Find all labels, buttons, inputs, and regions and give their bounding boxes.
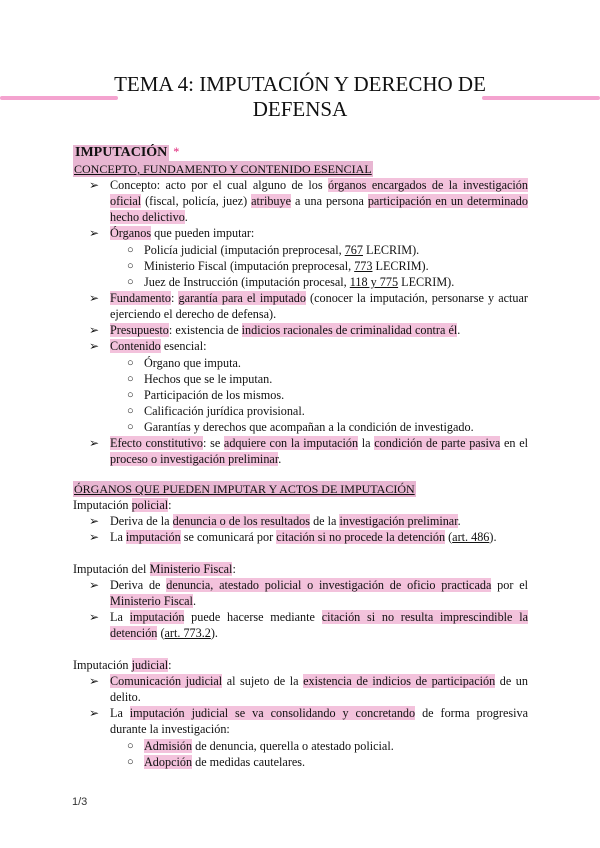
list-item-efecto: ➢ Efecto constitutivo: se adquiere con la imputación la condición de parte pasiva en el proceso o investigación preliminar.	[73, 435, 528, 467]
list-item: ○ Admisión de denuncia, querella o atestado policial.	[110, 738, 528, 754]
organos-sublist	[110, 242, 528, 290]
list-item: ○ Ministerio Fiscal (imputación preprocesal, 773 LECRIM).	[110, 258, 528, 274]
list-item: ○ Participación de los mismos.	[110, 387, 528, 403]
intro-judicial: Imputación judicial:	[73, 658, 172, 672]
section-imputacion-heading	[73, 144, 528, 161]
list-item: ○ Órgano que imputa.	[110, 355, 528, 371]
contenido-sublist	[110, 355, 528, 435]
list-item: ➢ La imputación puede hacerse mediante citación si no resulta imprescindible la detención (art. 773.2).	[73, 609, 528, 641]
list-item: ➢ La imputación judicial se va consolidando y concretando de forma progresiva durante la investigación: ○ Admisión de denuncia, querella o atestado policial. ○ Adopción de medidas cautelares.	[73, 705, 528, 770]
list-item: ➢ Comunicación judicial al sujeto de la existencia de indicios de participación de un delito.	[73, 673, 528, 705]
intro-policial: Imputación policial:	[73, 498, 172, 512]
list-item: ➢ Deriva de la denuncia o de los resultados de la investigación preliminar.	[73, 513, 528, 529]
page-number: 1/3	[72, 796, 88, 808]
list-item: ○ Hechos que se le imputan.	[110, 371, 528, 387]
list-item: ○ Juez de Instrucción (imputación procesal, 118 y 775 LECRIM).	[110, 274, 528, 290]
list-item: ➢ Deriva de denuncia, atestado policial o investigación de oficio practicada por el Ministerio Fiscal.	[73, 577, 528, 609]
subheading-organos-imputar: ÓRGANOS QUE PUEDEN IMPUTAR Y ACTOS DE IMPUTACIÓN	[74, 482, 415, 496]
list-item: ○ Policía judicial (imputación preprocesal, 767 LECRIM).	[110, 242, 528, 258]
subheading-concepto: CONCEPTO, FUNDAMENTO Y CONTENIDO ESENCIAL	[74, 162, 372, 176]
policial-list	[73, 513, 528, 545]
section-heading: IMPUTACIÓN	[75, 145, 168, 160]
star-marker: *	[173, 145, 180, 159]
title-line-2: DEFENSA	[252, 97, 348, 121]
list-item-concepto: ➢ Concepto: acto por el cual alguno de los órganos encargados de la investigación oficial (fiscal, policía, juez) atribuye a una persona participación en un determinado hecho delictivo.	[73, 177, 528, 225]
title-line-1: TEMA 4: IMPUTACIÓN Y DERECHO DE	[114, 72, 486, 96]
list-item-presupuesto: ➢ Presupuesto: existencia de indicios racionales de criminalidad contra él.	[73, 322, 528, 338]
list-item-organos: ➢ Órganos que pueden imputar: ○ Policía judicial (imputación preprocesal, 767 LECRIM). ○ Ministerio Fiscal (imputación preprocesal, 773 LECRIM). ○ Juez de Instrucción (imputación procesal, 118 y 775 LECRIM).	[73, 225, 528, 290]
document-title	[0, 72, 600, 122]
list-item: ○ Adopción de medidas cautelares.	[110, 754, 528, 770]
list-item: ○ Garantías y derechos que acompañan a la condición de investigado.	[110, 419, 528, 435]
document-body	[73, 144, 528, 770]
list-item-fundamento: ➢ Fundamento: garantía para el imputado (conocer la imputación, personarse y actuar ejerciendo el derecho de defensa).	[73, 290, 528, 322]
intro-fiscal: Imputación del Ministerio Fiscal:	[73, 562, 236, 576]
list-item-contenido: ➢ Contenido esencial: ○ Órgano que imputa. ○ Hechos que se le imputan. ○ Participación de los mismos. ○ Calificación jurídica provisional. ○ Garantías y derechos que acompañan a la condición de investigado.	[73, 338, 528, 435]
judicial-sublist	[110, 738, 528, 770]
concepto-list	[73, 177, 528, 467]
list-item: ○ Calificación jurídica provisional.	[110, 403, 528, 419]
judicial-list	[73, 673, 528, 770]
list-item: ➢ La imputación se comunicará por citación si no procede la detención (art. 486).	[73, 529, 528, 545]
fiscal-list	[73, 577, 528, 641]
